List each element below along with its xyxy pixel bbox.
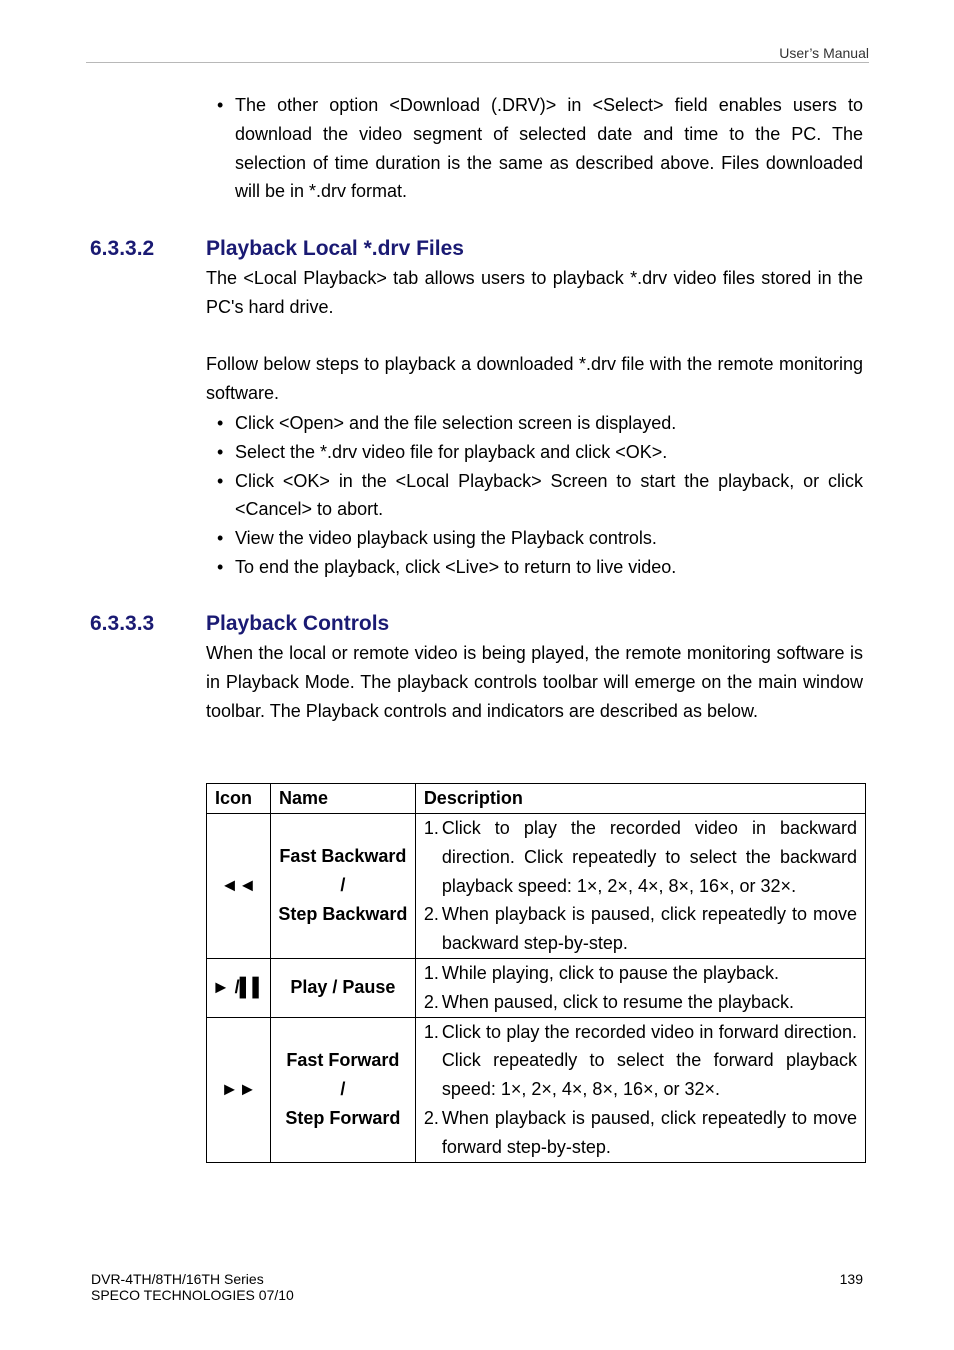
list-item: • To end the playback, click <Live> to return to live video. — [214, 553, 863, 582]
description-list — [416, 1018, 865, 1162]
running-header: User’s Manual — [779, 45, 869, 61]
control-name-fast-forward — [270, 1017, 415, 1162]
section-title: Playback Local *.drv Files — [206, 237, 464, 260]
table-row — [207, 1017, 866, 1162]
name-line: / — [340, 1079, 346, 1100]
list-item: When playback is paused, click repeatedly to move backward step-by-step. — [441, 904, 857, 954]
section-number: 6.3.3.2 — [90, 237, 155, 260]
list-item: • Select the *.drv video file for playback and click <OK>. — [214, 438, 863, 467]
control-name-fast-backward — [270, 814, 415, 959]
column-header-description: Description — [415, 784, 865, 814]
name-line: Fast Backward — [279, 846, 407, 867]
description-list — [416, 814, 865, 958]
list-item: When playback is paused, click repeatedly to move forward step-by-step. — [441, 1107, 857, 1157]
list-item: • View the video playback using the Playback controls. — [214, 524, 863, 553]
section-number: 6.3.3.3 — [90, 612, 155, 635]
description-list — [416, 959, 865, 1017]
fast-forward-icon: ►► — [207, 1017, 271, 1162]
section-title: Playback Controls — [206, 612, 390, 635]
name-line: Step Forward — [285, 1108, 401, 1129]
list-item: Click to play the recorded video in forward direction. Click repeatedly to select the forward playback speed: 1×, 2×, 4×, 8×, 16×, or 32×. — [441, 1021, 857, 1100]
control-description — [415, 1017, 865, 1162]
name-line: Fast Forward — [286, 1050, 400, 1071]
list-item: • Click <Open> and the file selection screen is displayed. — [214, 409, 863, 438]
footer-model-series: DVR-4TH/8TH/16TH Series — [91, 1271, 264, 1287]
list-item: • Click <OK> in the <Local Playback> Screen to start the playback, or click <Cancel> to abort. — [214, 467, 863, 525]
header-rule — [86, 62, 869, 63]
table-header-row — [207, 784, 866, 814]
intro-bullet-list — [214, 91, 863, 206]
footer-company: SPECO TECHNOLOGIES 07/10 — [91, 1287, 294, 1303]
playback-steps-list — [214, 409, 863, 582]
name-line: / — [340, 875, 346, 896]
local-playback-intro: The <Local Playback> tab allows users to playback *.drv video files stored in the PC's hard drive. — [206, 268, 863, 317]
section-heading-6-3-3-3 — [90, 610, 389, 638]
control-description — [415, 814, 865, 959]
playback-controls-paragraph: When the local or remote video is being played, the remote monitoring software is in Playback Mode. The playback controls toolbar will emerge on the main window toolbar. The Playback controls and indicators are described as below. — [206, 643, 863, 721]
control-description — [415, 958, 865, 1017]
table-row — [207, 958, 866, 1017]
intro-bullet: • The other option <Download (.DRV)> in <Select> field enables users to download the video segment of selected date and time to the PC. The selection of time duration is the same as described above. Files downloaded will be in *.drv format. — [214, 91, 863, 206]
play-pause-icon: ► /▌▌ — [207, 958, 271, 1017]
control-name-play-pause — [270, 958, 415, 1017]
footer — [91, 1271, 294, 1303]
fast-backward-icon: ◄◄ — [207, 814, 271, 959]
column-header-name: Name — [270, 784, 415, 814]
list-item: While playing, click to pause the playback. — [441, 962, 779, 983]
list-item: Click to play the recorded video in backward direction. Click repeatedly to select the backward playback speed: 1×, 2×, 4×, 8×, 16×, or 32×. — [441, 818, 857, 896]
list-item: When paused, click to resume the playback. — [441, 991, 794, 1012]
name-line: Play / Pause — [290, 977, 396, 998]
page-number: 139 — [839, 1271, 863, 1287]
name-line: Step Backward — [278, 904, 408, 925]
section-heading-6-3-3-2 — [90, 235, 464, 263]
table-row — [207, 814, 866, 959]
column-header-icon: Icon — [207, 784, 271, 814]
playback-controls-table — [206, 783, 866, 1163]
follow-steps-paragraph: Follow below steps to playback a downloaded *.drv file with the remote monitoring software. — [206, 354, 863, 403]
